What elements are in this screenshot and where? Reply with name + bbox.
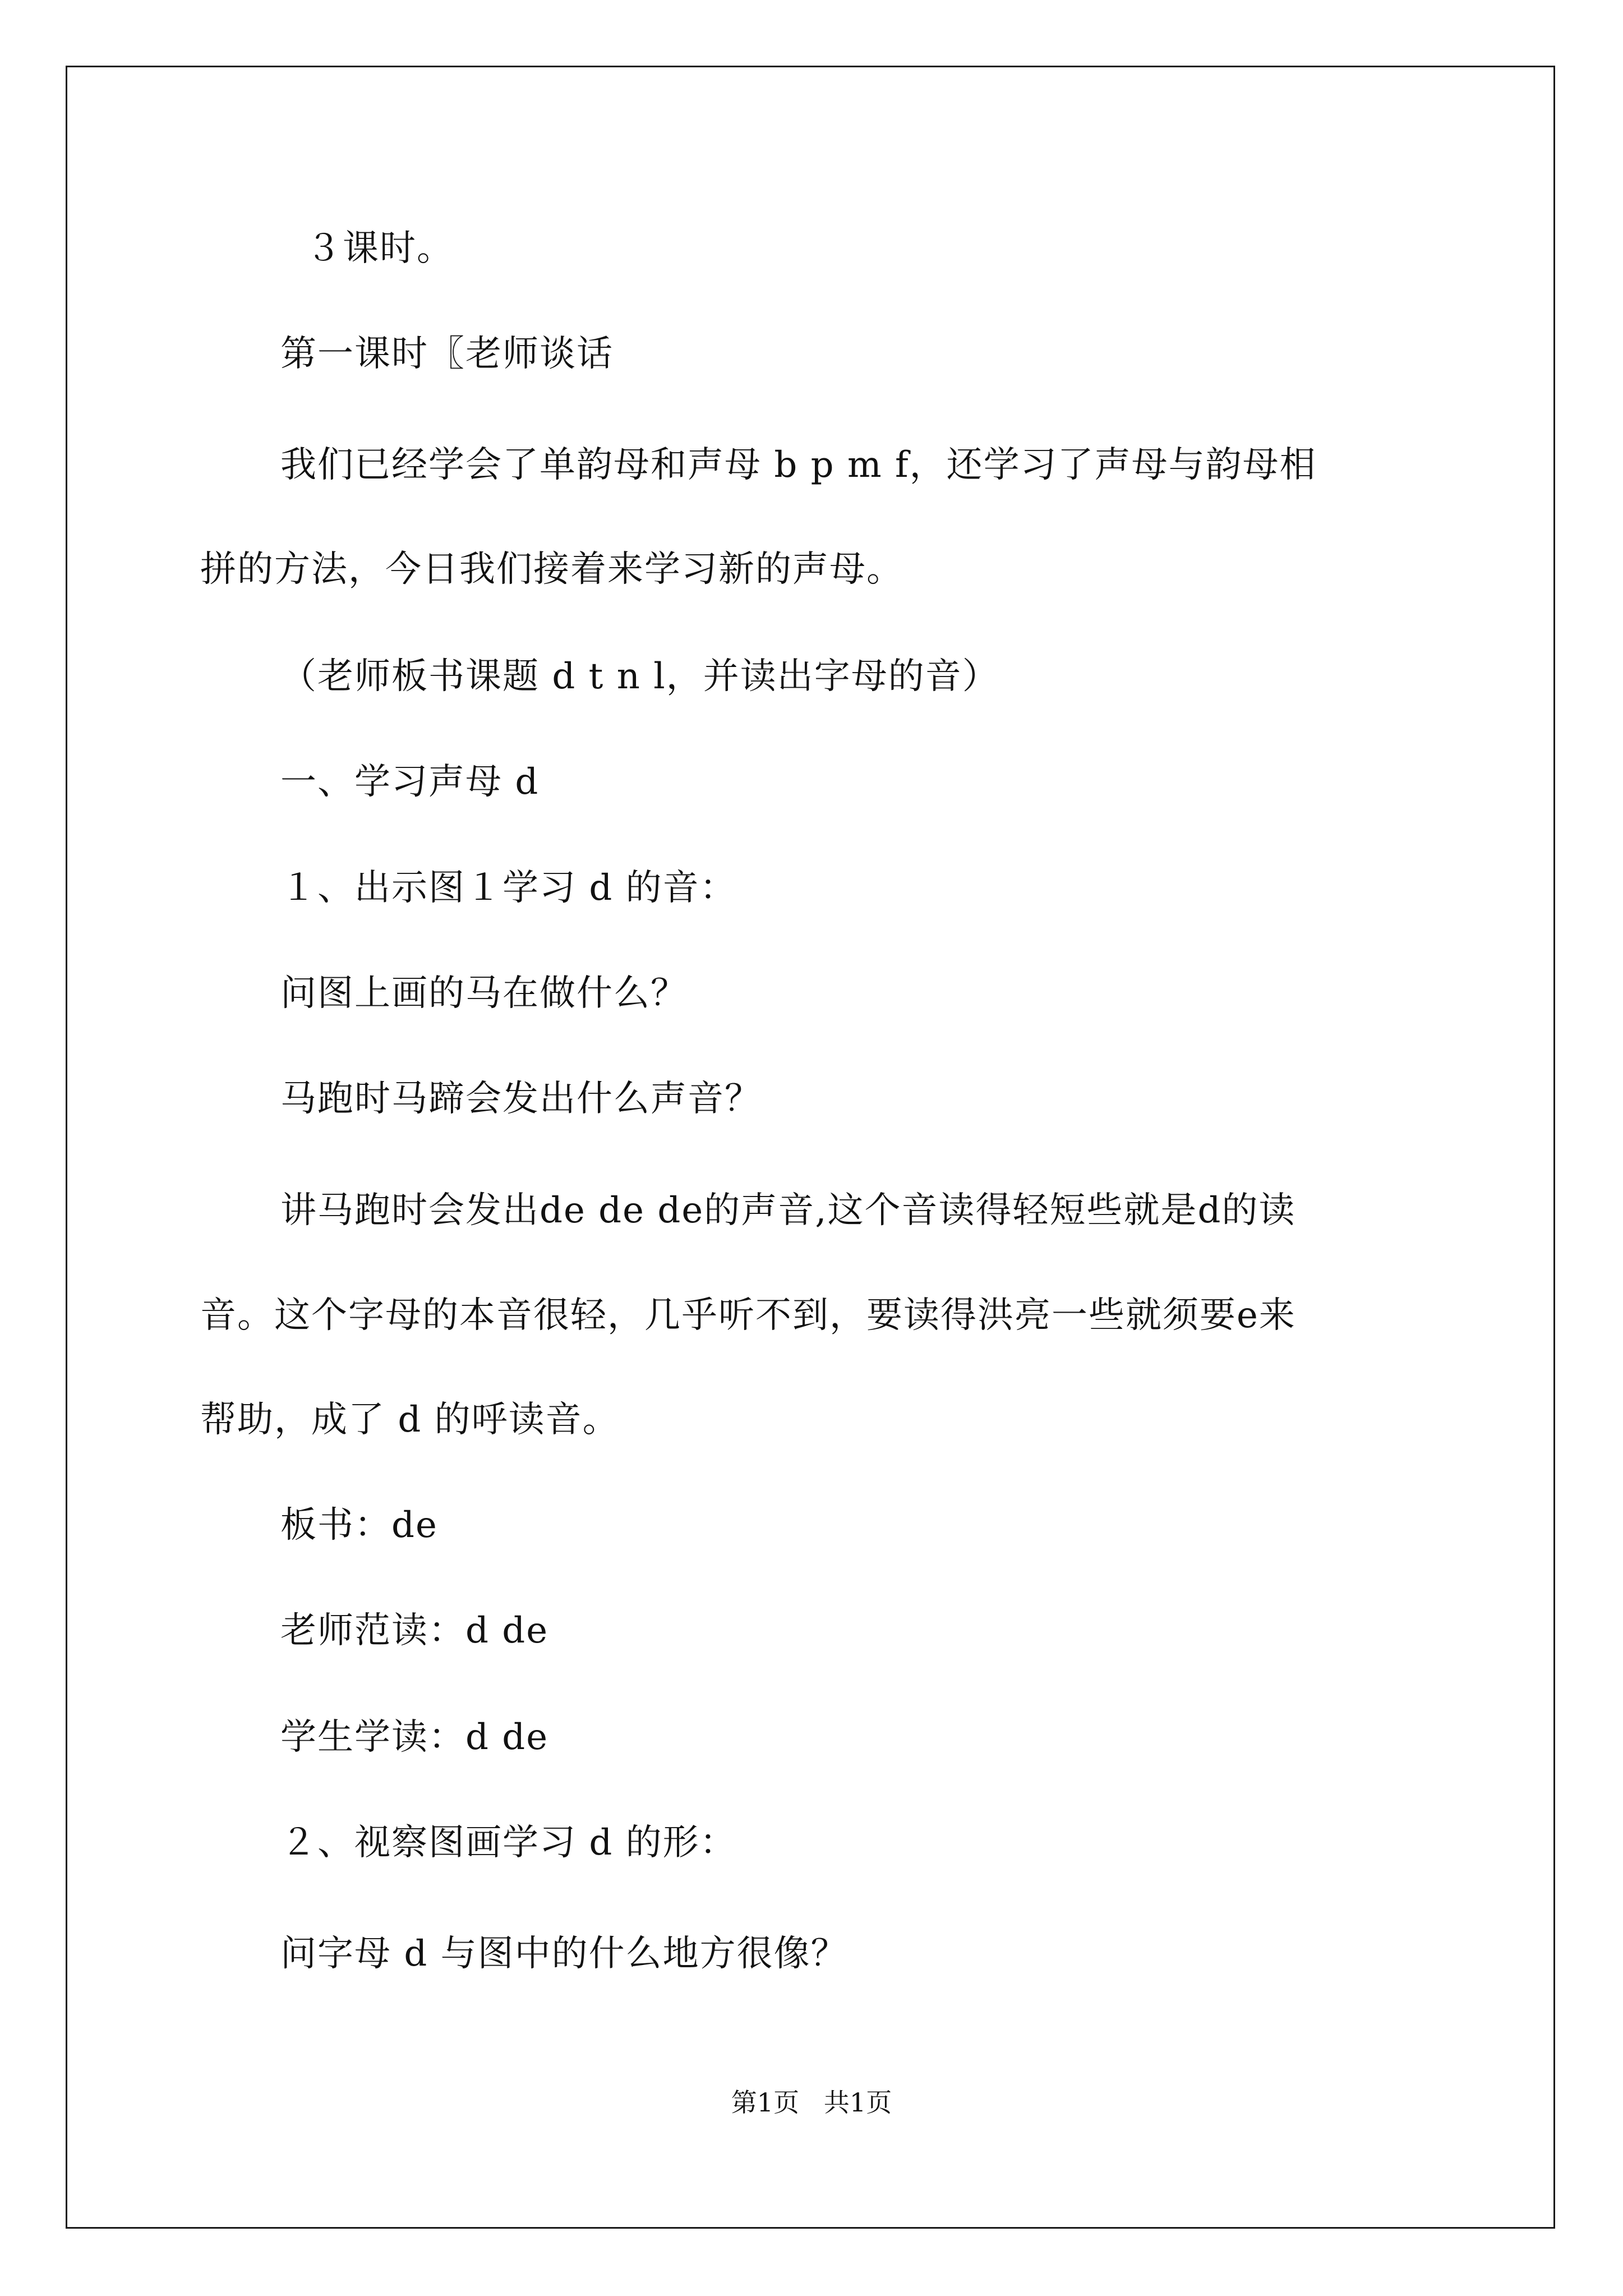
- text-line-15: 学生学读：d de: [280, 1717, 549, 1758]
- text-line-16: ２、视察图画学习 d 的形：: [280, 1822, 737, 1864]
- text-line-5: （老师板书课题 d t n l，并读出字母的音）: [280, 656, 999, 697]
- text-line-3: 我们已经学会了单韵母和声母 b p m f，还学习了声母与韵母相: [280, 444, 1317, 486]
- text-line-13: 板书：de: [280, 1504, 438, 1546]
- text-line-9: 马跑时马蹄会发出什么声音？: [280, 1078, 762, 1120]
- text-line-8: 问图上画的马在做什么？: [280, 973, 688, 1014]
- text-line-6: 一、学习声母 d: [280, 761, 540, 803]
- text-line-11: 音。这个字母的本音很轻，几乎听不到，要读得洪亮一些就须要e来: [200, 1295, 1296, 1336]
- page-footer: 第1页 共1页: [731, 2087, 892, 2118]
- text-line-4: 拼的方法，今日我们接着来学习新的声母。: [200, 549, 903, 590]
- text-line-2: 第一课时〖老师谈话: [280, 333, 614, 375]
- text-line-14: 老师范读：d de: [280, 1610, 549, 1651]
- text-line-1: ３课时。: [306, 228, 454, 269]
- text-line-17: 问字母 d 与图中的什么地方很像？: [280, 1933, 848, 1975]
- text-line-7: １、出示图１学习 d 的音：: [280, 867, 737, 909]
- text-line-12: 帮助，成了 d 的呼读音。: [200, 1399, 620, 1441]
- page-border: [66, 66, 1555, 2229]
- text-line-10: 讲马跑时会发出de de de的声音,这个音读得轻短些就是d的读: [280, 1190, 1296, 1231]
